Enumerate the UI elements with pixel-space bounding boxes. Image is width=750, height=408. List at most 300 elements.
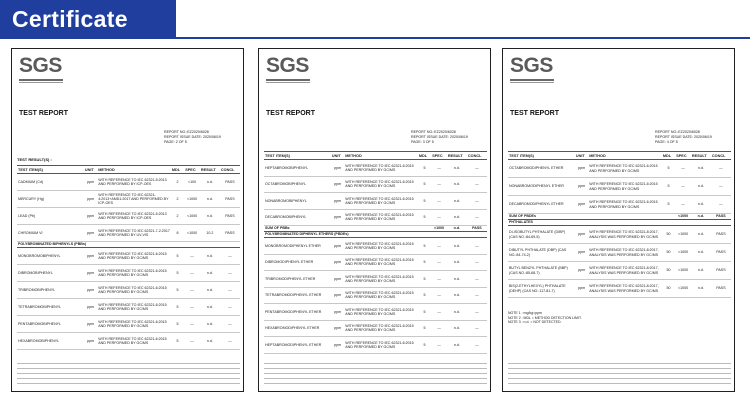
cell-mdl: 5	[418, 238, 431, 255]
cell-concl: —	[467, 209, 487, 226]
cell-mdl: 5	[171, 248, 184, 265]
cell-item: LEAD (Pb)	[17, 208, 84, 225]
cell-method: WITH REFERENCE TO IEC 62321-6:2015 AND PERFORMED BY GC/MS	[97, 316, 171, 333]
cell-method: WITH REFERENCE TO IEC 62321-5:2013 AND PERFORMED BY ICP-OES	[97, 174, 171, 191]
cell-result: 10.2	[200, 225, 220, 242]
column-header: UNIT	[575, 152, 588, 160]
cell-concl: —	[220, 282, 240, 299]
cell-spec: <1000	[184, 225, 200, 242]
cell-result: n.d.	[200, 248, 220, 265]
cell-mdl: 2	[171, 191, 184, 208]
cell-result: n.d.	[691, 244, 711, 262]
table-row	[17, 208, 240, 225]
column-header: UNIT	[84, 166, 97, 174]
cell-method: WITH REFERENCE TO IEC 62321-6:2015 AND PERFORMED BY GC/MS	[344, 160, 418, 177]
banner-underline	[0, 37, 750, 39]
cell-unit: ppm	[331, 254, 344, 271]
cell-concl: PASS	[711, 280, 731, 298]
cell-unit: ppm	[331, 320, 344, 337]
cell-result: n.d.	[691, 196, 711, 214]
cell-concl: PASS	[711, 226, 731, 244]
report-meta-line: REPORT NO.:EZ2020/6028	[411, 130, 456, 134]
cell-unit: ppm	[575, 280, 588, 298]
note-line: NOTE 1 : mg/kg=ppm	[508, 311, 542, 315]
cell-unit: ppm	[84, 225, 97, 242]
cell-unit: ppm	[575, 262, 588, 280]
cell-spec: —	[431, 254, 447, 271]
cell-result: n.d.	[691, 280, 711, 298]
table-row	[508, 280, 731, 298]
cell-item: OCTABROMODIPHENYL ETHER	[508, 160, 575, 178]
cell-spec: —	[184, 333, 200, 350]
cell-concl: PASS	[711, 244, 731, 262]
table-header-row	[17, 166, 240, 174]
report-meta	[655, 130, 712, 145]
cell-result: n.d.	[200, 282, 220, 299]
cell-method: WITH REFERENCE TO IEC 62321-6:2015 AND PERFORMED BY GC/MS	[97, 299, 171, 316]
cell-concl: PASS	[220, 208, 240, 225]
table-row	[17, 333, 240, 350]
section-label: TEST RESULT(S) :	[17, 157, 52, 162]
cell-mdl: 5	[418, 254, 431, 271]
cell-unit: ppm	[331, 160, 344, 177]
sgs-logo	[266, 55, 312, 85]
cell-spec: <1000	[675, 280, 691, 298]
report-meta-line: REPORT ISSUE DATE: 2020/06/19	[164, 135, 221, 139]
group-label: PHTHALATES	[508, 220, 731, 226]
cell-spec: —	[184, 299, 200, 316]
column-header: SPEC	[675, 152, 691, 160]
cell-concl: —	[711, 196, 731, 214]
column-header: MDL	[662, 152, 675, 160]
cell-spec: <1000	[675, 244, 691, 262]
table-row	[508, 244, 731, 262]
table-row	[264, 238, 487, 255]
cell-unit: ppm	[84, 208, 97, 225]
banner-title: Certificate	[12, 6, 128, 32]
logo-rule	[510, 82, 554, 83]
sgs-logo-text: SGS	[510, 54, 553, 77]
cell-spec: —	[431, 320, 447, 337]
cell-spec: —	[431, 271, 447, 288]
report-page-2	[11, 48, 244, 392]
cell-result: n.d.	[200, 333, 220, 350]
column-header: UNIT	[331, 152, 344, 160]
cell-item: DIBROMODIPHENYL ETHER	[264, 254, 331, 271]
cell-concl: PASS	[711, 214, 731, 220]
table-row	[264, 176, 487, 193]
cell-result: n.d.	[447, 271, 467, 288]
cell-result: n.d.	[691, 262, 711, 280]
cell-item: OCTABROMOBIPHENYL	[264, 176, 331, 193]
report-title: TEST REPORT	[266, 110, 316, 117]
logo-rule	[19, 79, 63, 81]
report-meta-line: REPORT ISSUE DATE: 2020/06/19	[655, 135, 712, 139]
footer-line	[264, 360, 487, 364]
column-header: MDL	[418, 152, 431, 160]
report-page-4	[502, 48, 735, 392]
column-header: RESULT	[200, 166, 220, 174]
table-header-row	[508, 152, 731, 160]
cell-item: TRIBROMODIPHENYL ETHER	[264, 271, 331, 288]
cell-result: n.d.	[447, 287, 467, 304]
cell-result: n.d.	[447, 160, 467, 177]
cell-concl: —	[467, 304, 487, 321]
footer-line	[17, 365, 240, 369]
cell-method: WITH REFERENCE TO IEC 62321-6:2015 AND PERFORMED BY GC/MS	[97, 265, 171, 282]
table-row	[264, 160, 487, 177]
cell-unit: ppm	[575, 226, 588, 244]
cell-unit: ppm	[575, 244, 588, 262]
table-row	[17, 225, 240, 242]
cell-item: BUTYL BENZYL PHTHALATE (BBP) (CAS NO.:85-68-7)	[508, 262, 575, 280]
cell-concl: —	[220, 265, 240, 282]
cell-result: n.d.	[200, 208, 220, 225]
cell-item: HEXABROMOBIPHENYL	[17, 333, 84, 350]
footer-line	[17, 380, 240, 384]
cell-unit: ppm	[84, 299, 97, 316]
cell-spec: <1000	[675, 226, 691, 244]
cell-method: WITH REFERENCE TO IEC 62321-5:2013 AND PERFORMED BY ICP-OES	[97, 208, 171, 225]
report-footer-disclaimer	[508, 360, 731, 385]
report-footer-disclaimer	[264, 360, 487, 385]
cell-spec: —	[675, 196, 691, 214]
table-row	[17, 174, 240, 191]
cell-result: n.d.	[447, 320, 467, 337]
cell-result: n.d.	[447, 226, 467, 232]
table-row	[508, 178, 731, 196]
group-label: SUM OF PBDEs	[508, 214, 675, 220]
table-row	[17, 282, 240, 299]
cell-mdl: 5	[418, 304, 431, 321]
cell-mdl: 5	[418, 271, 431, 288]
report-title: TEST REPORT	[510, 110, 560, 117]
cell-spec: —	[184, 316, 200, 333]
report-meta-line: PAGE: 4 OF 5	[655, 140, 678, 144]
sgs-logo	[510, 55, 556, 85]
cell-concl: —	[711, 160, 731, 178]
cell-method: WITH REFERENCE TO IEC 62321-6:2015 AND PERFORMED BY GC/MS	[344, 337, 418, 354]
cell-result: n.d.	[447, 337, 467, 354]
note-line: NOTE 3 : n.d. = NOT DETECTED.	[508, 320, 562, 325]
cell-item: MONOBROMODIPHENYL ETHER	[264, 238, 331, 255]
note-line: NOTE 2 : MDL = METHOD DETECTION LIMIT.	[508, 315, 582, 320]
cell-unit: ppm	[331, 238, 344, 255]
cell-concl: —	[467, 271, 487, 288]
cell-spec: —	[431, 160, 447, 177]
cell-unit: ppm	[331, 304, 344, 321]
cell-method: WITH REFERENCE TO IEC 62321-6:2015 AND PERFORMED BY GC/MS	[588, 196, 662, 214]
cell-mdl: 5	[418, 193, 431, 210]
cell-concl: —	[220, 333, 240, 350]
footer-line	[17, 375, 240, 379]
cell-spec: —	[431, 337, 447, 354]
cell-item: HEXABROMODIPHENYL ETHER	[264, 320, 331, 337]
cell-concl: PASS	[711, 262, 731, 280]
cell-concl: —	[467, 320, 487, 337]
cell-method: WITH REFERENCE TO IEC 62321-6:2015 AND PERFORMED BY GC/MS	[344, 176, 418, 193]
cell-concl: PASS	[467, 226, 487, 232]
cell-item: TETRABROMODIPHENYL ETHER	[264, 287, 331, 304]
report-footer-disclaimer	[17, 360, 240, 385]
cell-spec: <100	[184, 174, 200, 191]
banner-title-bar	[0, 0, 176, 39]
cell-spec: <1000	[675, 214, 691, 220]
cell-spec: —	[184, 248, 200, 265]
cell-mdl: 5	[662, 196, 675, 214]
cell-concl: —	[467, 176, 487, 193]
cell-unit: ppm	[331, 337, 344, 354]
cell-item: MONOBROMOBIPHENYL	[17, 248, 84, 265]
cell-method: WITH REFERENCE TO IEC 62321-6:2015 AND PERFORMED BY GC/MS	[344, 320, 418, 337]
table-row	[17, 265, 240, 282]
group-label: POLYBROMINATED DIPHENYL ETHERS (PBDEs)	[264, 232, 487, 238]
logo-rule	[266, 79, 310, 81]
cell-mdl: 5	[418, 287, 431, 304]
cell-item: TETRABROMOBIPHENYL	[17, 299, 84, 316]
cell-method: WITH REFERENCE TO IEC 62321-6:2015 AND PERFORMED BY GC/MS	[344, 304, 418, 321]
cell-result: n.d.	[691, 226, 711, 244]
column-header: RESULT	[691, 152, 711, 160]
cell-mdl: 2	[171, 208, 184, 225]
table-row	[264, 209, 487, 226]
footer-line	[508, 370, 731, 374]
cell-concl: PASS	[220, 174, 240, 191]
cell-item: DIBUTYL PHTHALATE (DBP) (CAS NO.:84-74-2)	[508, 244, 575, 262]
cell-unit: ppm	[84, 316, 97, 333]
cell-mdl: 50	[662, 226, 675, 244]
cell-method: WITH REFERENCE TO IEC 62321-7-2:2017 AND PERFORMED BY UV-VIS	[97, 225, 171, 242]
report-page-3	[258, 48, 491, 392]
report-meta-line: PAGE: 2 OF 5	[164, 140, 187, 144]
cell-mdl: 5	[171, 299, 184, 316]
cell-result: n.d.	[691, 160, 711, 178]
table-row	[508, 160, 731, 178]
footer-line	[508, 380, 731, 384]
cell-concl: —	[467, 193, 487, 210]
table-row	[264, 193, 487, 210]
cell-item: CHROMIUM VI	[17, 225, 84, 242]
cell-method: WITH REFERENCE TO IEC 62321-8:2017, ANALYSIS WAS PERFORMED BY GC/MS	[588, 244, 662, 262]
cell-item: BIS(2-ETHYLHEXYL) PHTHALATE (DEHP) (CAS NO.:117-81-7)	[508, 280, 575, 298]
cell-method: WITH REFERENCE TO IEC 62321-6:2015 AND PERFORMED BY GC/MS	[344, 193, 418, 210]
cell-mdl: 50	[662, 280, 675, 298]
cell-unit: ppm	[84, 248, 97, 265]
table-row	[508, 262, 731, 280]
footer-line	[508, 365, 731, 369]
cell-mdl: 5	[662, 178, 675, 196]
cell-result: n.d.	[447, 193, 467, 210]
cell-item: MERCURY (Hg)	[17, 191, 84, 208]
cell-concl: —	[220, 299, 240, 316]
cell-concl: —	[711, 178, 731, 196]
cell-result: n.d.	[447, 238, 467, 255]
cell-method: WITH REFERENCE TO IEC 62321-6:2015 AND PERFORMED BY GC/MS	[588, 160, 662, 178]
table-row	[508, 196, 731, 214]
cell-mdl: 5	[662, 160, 675, 178]
table-row	[17, 316, 240, 333]
cell-method: WITH REFERENCE TO IEC 62321-6:2015 AND PERFORMED BY GC/MS	[344, 238, 418, 255]
table-row	[508, 226, 731, 244]
cell-spec: <1000	[675, 262, 691, 280]
footer-line	[508, 375, 731, 379]
column-header: CONCL	[467, 152, 487, 160]
cell-spec: —	[184, 265, 200, 282]
cell-result: n.d.	[447, 304, 467, 321]
table-header-row	[264, 152, 487, 160]
cell-item: TRIBROMOBIPHENYL	[17, 282, 84, 299]
logo-rule	[19, 82, 63, 83]
report-meta-line: REPORT ISSUE DATE: 2020/06/19	[411, 135, 468, 139]
cell-unit: ppm	[575, 196, 588, 214]
certificate-banner	[0, 0, 750, 39]
footer-line	[264, 375, 487, 379]
results-table	[508, 151, 731, 298]
cell-mdl: 5	[171, 265, 184, 282]
cell-spec: —	[431, 304, 447, 321]
cell-item: NONABROMODIPHENYL ETHER	[508, 178, 575, 196]
cell-mdl: 5	[418, 160, 431, 177]
cell-spec: —	[431, 193, 447, 210]
cell-mdl: 5	[418, 320, 431, 337]
cell-mdl: 2	[171, 174, 184, 191]
table-row	[17, 299, 240, 316]
cell-item: NONABROMOBIPHENYL	[264, 193, 331, 210]
report-notes	[508, 311, 582, 325]
cell-method: WITH REFERENCE TO IEC 62321-6:2015 AND PERFORMED BY GC/MS	[344, 287, 418, 304]
column-header: TEST ITEM(S)	[508, 152, 575, 160]
cell-concl: —	[220, 248, 240, 265]
cell-unit: ppm	[331, 287, 344, 304]
footer-line	[508, 360, 731, 364]
cell-mdl: 5	[171, 333, 184, 350]
cell-spec: <1000	[431, 226, 447, 232]
cell-concl: —	[220, 316, 240, 333]
footer-line	[17, 360, 240, 364]
cell-result: n.d.	[691, 178, 711, 196]
cell-unit: ppm	[84, 282, 97, 299]
cell-result: n.d.	[200, 265, 220, 282]
cell-result: n.d.	[691, 214, 711, 220]
cell-method: WITH REFERENCE TO IEC 62321-6:2015 AND PERFORMED BY GC/MS	[344, 271, 418, 288]
cell-spec: —	[675, 178, 691, 196]
cell-item: DECABROMODIPHENYL ETHER	[508, 196, 575, 214]
cell-item: PENTABROMOBIPHENYL	[17, 316, 84, 333]
cell-unit: ppm	[84, 191, 97, 208]
group-label: SUM OF PBBs	[264, 226, 431, 232]
cell-mdl: 50	[662, 262, 675, 280]
sgs-logo-text: SGS	[19, 54, 62, 77]
footer-line	[264, 380, 487, 384]
column-header: SPEC	[431, 152, 447, 160]
cell-unit: ppm	[84, 265, 97, 282]
cell-mdl: 5	[418, 337, 431, 354]
cell-item: HEPTABROMOBIPHENYL	[264, 160, 331, 177]
cell-unit: ppm	[331, 271, 344, 288]
column-header: METHOD	[344, 152, 418, 160]
cell-result: n.d.	[200, 191, 220, 208]
column-header: SPEC	[184, 166, 200, 174]
cell-mdl: 50	[662, 244, 675, 262]
cell-concl: —	[467, 254, 487, 271]
cell-unit: ppm	[575, 160, 588, 178]
results-table	[264, 151, 487, 354]
cell-result: n.d.	[447, 176, 467, 193]
cell-concl: PASS	[220, 225, 240, 242]
cell-item: CADMIUM (Cd)	[17, 174, 84, 191]
cell-mdl: 8	[171, 225, 184, 242]
cell-item: DI-ISOBUTYL PHTHALATE (DIBP) (CAS NO.:84-69-5)	[508, 226, 575, 244]
cell-method: WITH REFERENCE TO IEC 62321-8:2017, ANALYSIS WAS PERFORMED BY GC/MS	[588, 262, 662, 280]
cell-item: DIBROMOBIPHENYL	[17, 265, 84, 282]
logo-rule	[510, 79, 554, 81]
footer-line	[264, 370, 487, 374]
table-row	[264, 337, 487, 354]
cell-method: WITH REFERENCE TO IEC 62321-6:2015 AND PERFORMED BY GC/MS	[97, 248, 171, 265]
cell-result: n.d.	[200, 174, 220, 191]
cell-method: WITH REFERENCE TO IEC 62321-6:2015 AND PERFORMED BY GC/MS	[97, 333, 171, 350]
cell-method: WITH REFERENCE TO IEC 62321-6:2015 AND PERFORMED BY GC/MS	[344, 254, 418, 271]
report-meta-line: REPORT NO.:EZ2020/6028	[164, 130, 209, 134]
cell-spec: <1000	[184, 208, 200, 225]
cell-method: WITH REFERENCE TO IEC 62321-8:2017, ANALYSIS WAS PERFORMED BY GC/MS	[588, 280, 662, 298]
cell-mdl: 5	[418, 209, 431, 226]
group-label: POLYBROMINATED BIPHENYLS (PBBs)	[17, 242, 240, 248]
cell-method: WITH REFERENCE TO IEC 62321-4:2013+AMD1:2017 AND PERFORMED BY ICP-OES	[97, 191, 171, 208]
sgs-logo-text: SGS	[266, 54, 309, 77]
cell-unit: ppm	[84, 174, 97, 191]
column-header: TEST ITEM(S)	[264, 152, 331, 160]
cell-unit: ppm	[575, 178, 588, 196]
report-meta-line: PAGE: 3 OF 5	[411, 140, 434, 144]
column-header: METHOD	[588, 152, 662, 160]
sgs-logo	[19, 55, 65, 85]
cell-mdl: 5	[418, 176, 431, 193]
report-meta	[164, 130, 221, 145]
cell-item: PENTABROMODIPHENYL ETHER	[264, 304, 331, 321]
cell-unit: ppm	[84, 333, 97, 350]
cell-spec: —	[675, 160, 691, 178]
report-title: TEST REPORT	[19, 110, 69, 117]
cell-spec: —	[431, 238, 447, 255]
column-header: RESULT	[447, 152, 467, 160]
table-row	[17, 191, 240, 208]
report-meta-line: REPORT NO.:EZ2020/6028	[655, 130, 700, 134]
footer-line	[264, 365, 487, 369]
cell-unit: ppm	[331, 209, 344, 226]
cell-result: n.d.	[200, 299, 220, 316]
table-row	[264, 287, 487, 304]
cell-method: WITH REFERENCE TO IEC 62321-6:2015 AND PERFORMED BY GC/MS	[588, 178, 662, 196]
cell-item: HEPTABROMODIPHENYL ETHER	[264, 337, 331, 354]
footer-line	[17, 370, 240, 374]
table-row	[264, 320, 487, 337]
table-row	[264, 304, 487, 321]
cell-spec: —	[431, 209, 447, 226]
results-table	[17, 165, 240, 350]
cell-item: DECABROMOBIPHENYL	[264, 209, 331, 226]
cell-method: WITH REFERENCE TO IEC 62321-6:2015 AND PERFORMED BY GC/MS	[97, 282, 171, 299]
cell-result: n.d.	[447, 209, 467, 226]
column-header: CONCL	[711, 152, 731, 160]
table-row	[264, 254, 487, 271]
cell-method: WITH REFERENCE TO IEC 62321-6:2015 AND PERFORMED BY GC/MS	[344, 209, 418, 226]
cell-spec: <1000	[184, 191, 200, 208]
cell-concl: —	[467, 337, 487, 354]
cell-concl: —	[467, 160, 487, 177]
cell-concl: —	[467, 287, 487, 304]
cell-mdl: 5	[171, 316, 184, 333]
